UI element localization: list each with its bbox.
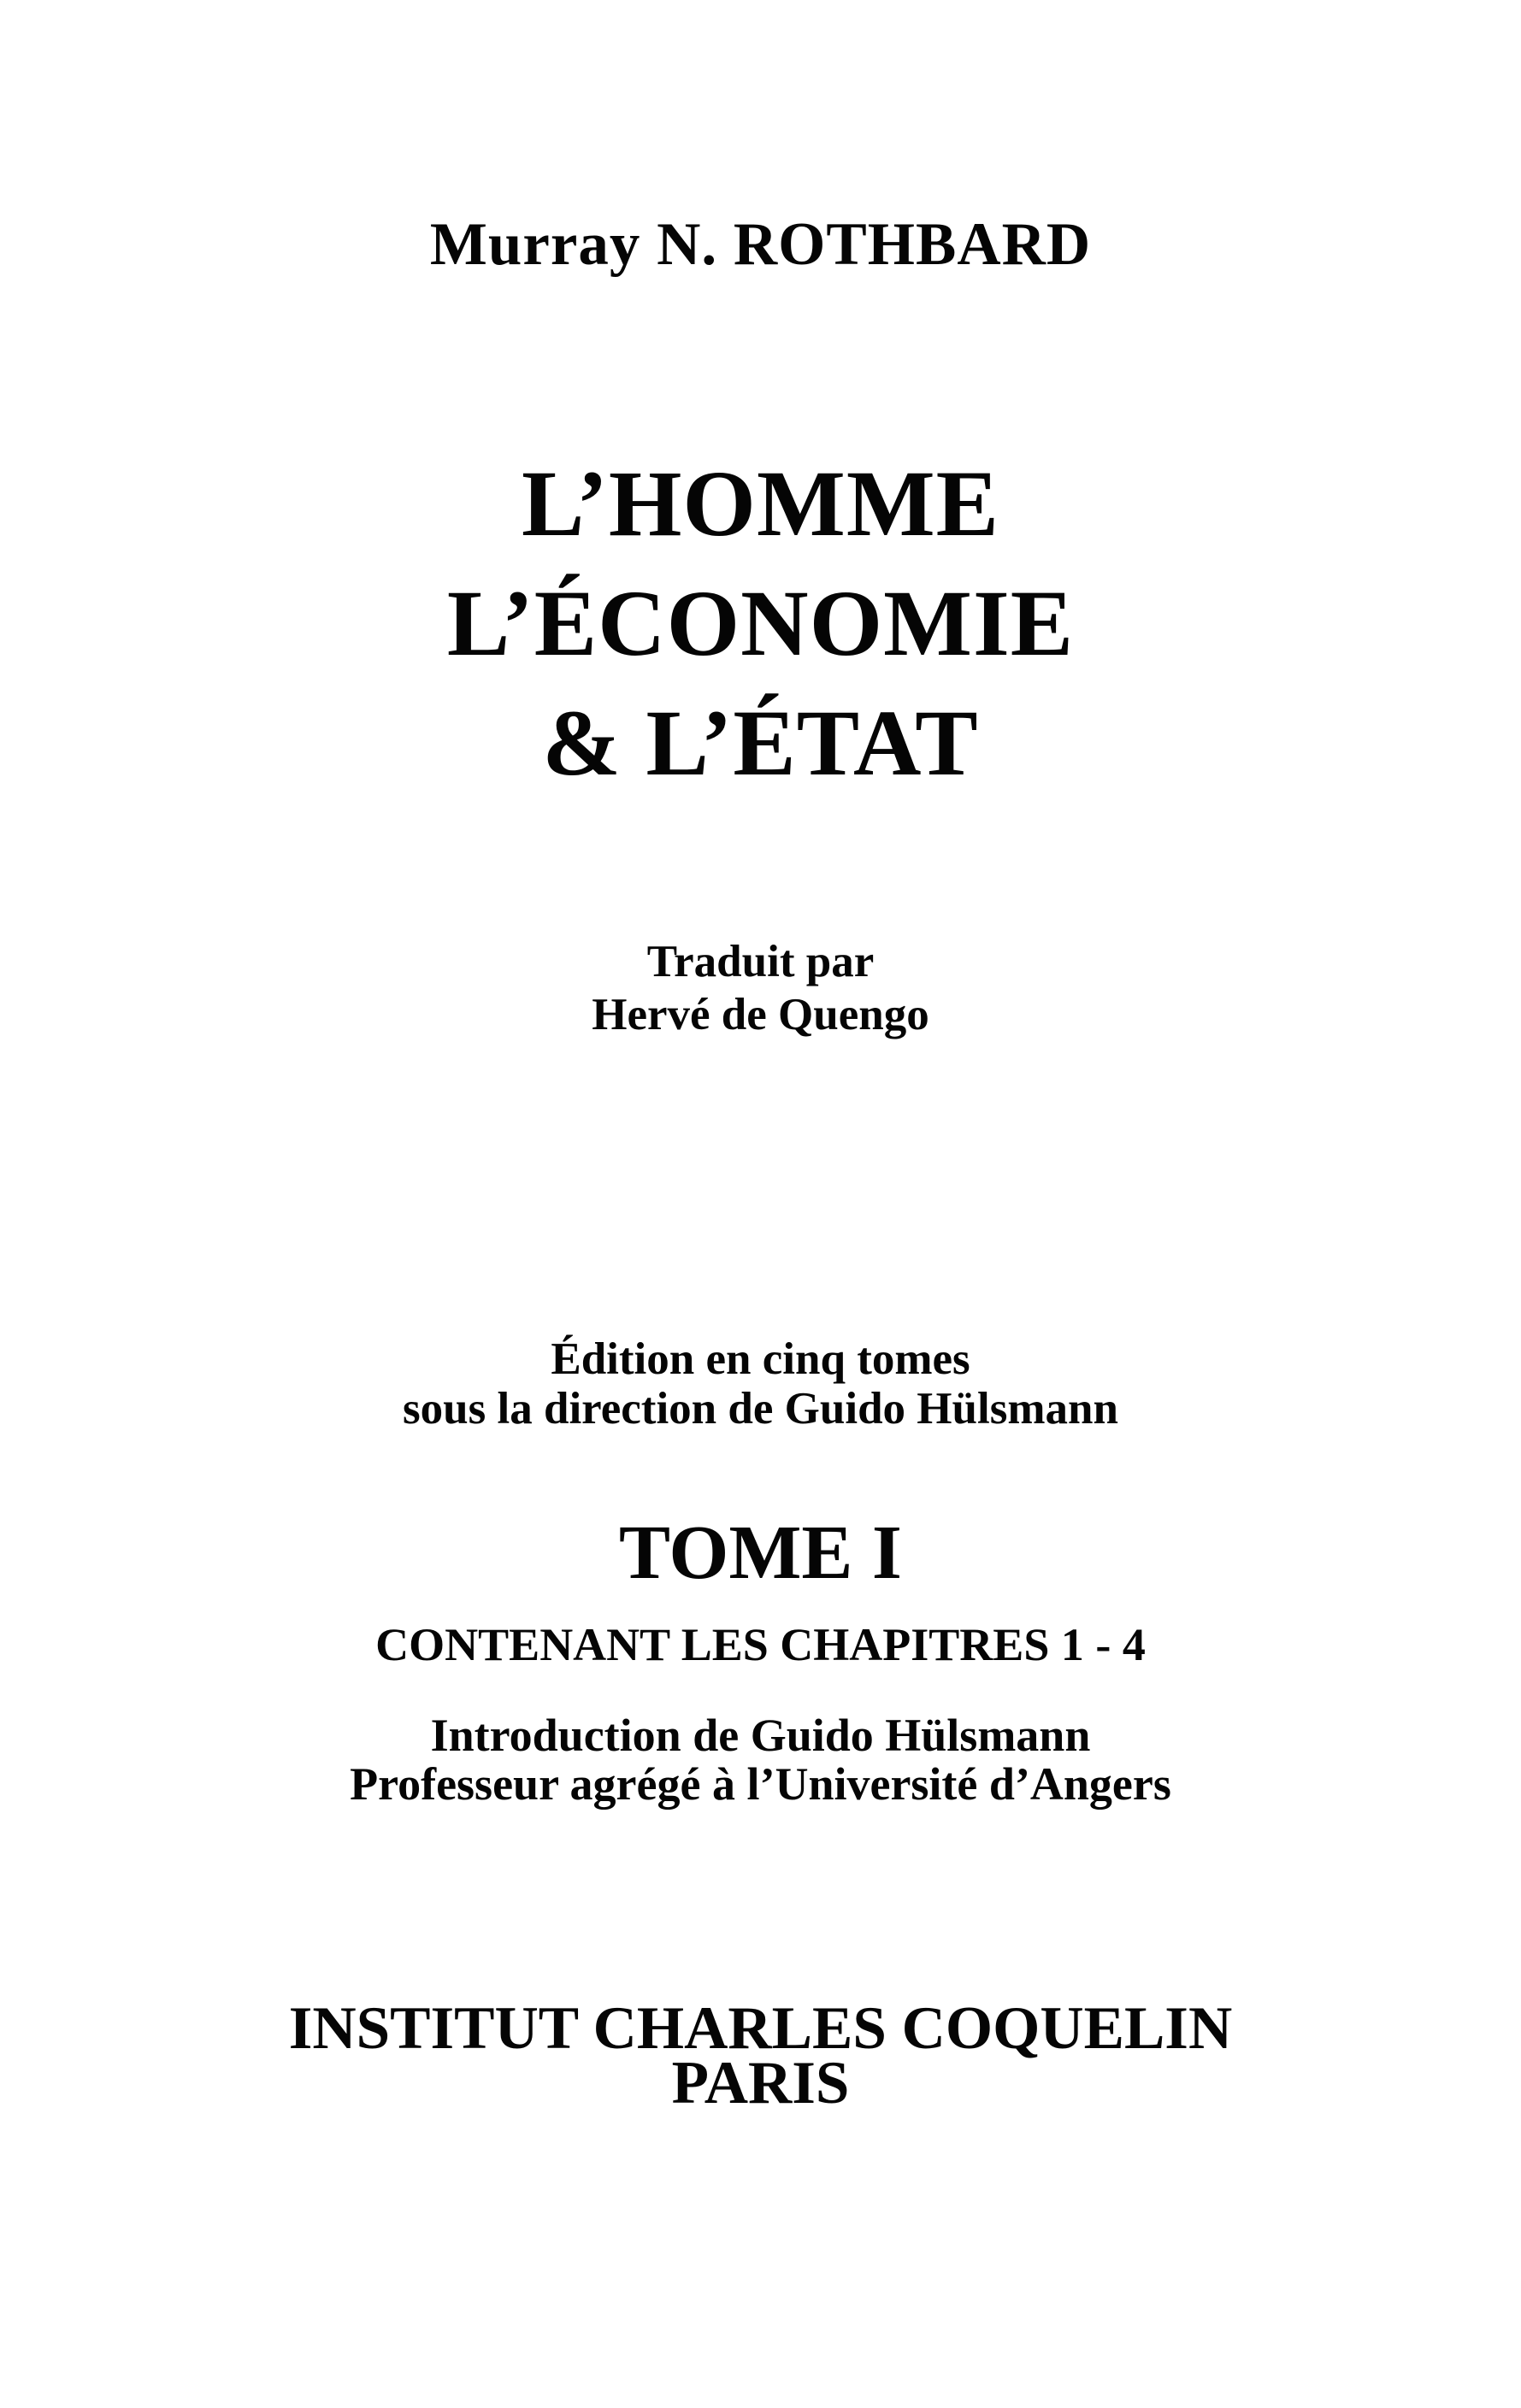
- author-name: Murray N. ROTHBARD: [429, 211, 1092, 278]
- book-title-line-1: L’HOMME: [521, 451, 1000, 556]
- edition-note-line-1: Édition en cinq tomes: [551, 1334, 970, 1384]
- volume-number: TOME I: [619, 1510, 902, 1595]
- introduction-credit-line-2: Professeur agrégé à l’Université d’Angers: [350, 1758, 1171, 1810]
- publisher-city: PARIS: [671, 2050, 850, 2117]
- publisher-name: INSTITUT CHARLES COQUELIN: [288, 1995, 1233, 2062]
- book-title-line-2: L’ÉCONOMIE: [446, 571, 1075, 675]
- translator-name: Hervé de Quengo: [592, 990, 929, 1039]
- book-title: [0, 444, 1521, 803]
- book-title-line-3: & L’ÉTAT: [542, 691, 979, 795]
- publisher-imprint: [0, 1995, 1521, 2117]
- introduction-credit: [0, 1711, 1521, 1809]
- edition-note-line-2: sous la direction de Guido Hülsmann: [403, 1384, 1118, 1434]
- volume-contents: CONTENANT LES CHAPITRES 1 - 4: [375, 1619, 1146, 1670]
- introduction-credit-line-1: Introduction de Guido Hülsmann: [430, 1710, 1091, 1761]
- translation-credit: [0, 935, 1521, 1041]
- translation-credit-label: Traduit par: [646, 937, 875, 986]
- edition-note: [0, 1334, 1521, 1434]
